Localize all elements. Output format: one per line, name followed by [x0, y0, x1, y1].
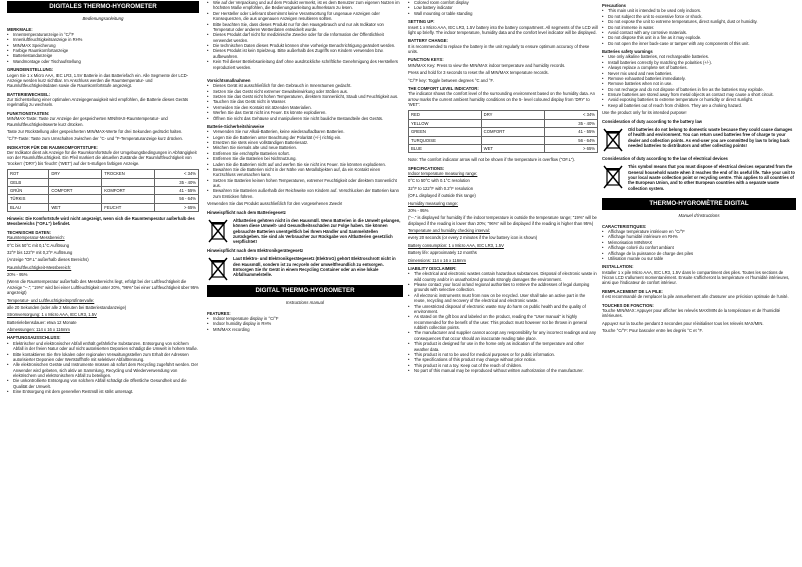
en-ce-text: This symbol means that you must dispose of electrical devices separated from the General household waste when it reaches the end of its useful life. Take your unit to your local waste collection point or recycling centre. This applies to all countries of the European Union, and to other European countries with a separate waste collection system.: [628, 164, 795, 191]
list-item: • Affichage coloré du confort ambiant: [602, 245, 796, 250]
table-cell: RED: [409, 111, 482, 119]
table-cell: < 34%: [545, 111, 598, 119]
table-row: [409, 136, 598, 144]
table-cell: GELB: [8, 178, 49, 186]
table-row: [8, 195, 199, 203]
de-haft-list: [7, 341, 199, 395]
table-cell: [49, 178, 102, 186]
table-cell: WET: [49, 203, 102, 211]
de-grund-heading: GRUNDEINSTELLUNG:: [7, 67, 54, 73]
list-item: • Mischen Sie niemals alte und neue Batterien.: [207, 145, 403, 150]
en-spec-3: (OF.L displayed if outside this range): [408, 193, 476, 199]
list-item: • Setzen Sie das Gerät nicht extremer Gewalteinwirkung oder Stößen aus.: [207, 89, 403, 94]
en-spec-4: Humidity measuring range:: [408, 200, 459, 206]
en-feat-list-b: [408, 0, 598, 16]
list-item: • The unrestricted disposal of electronic waste may do harm on public health and the quality of environment.: [408, 304, 598, 315]
de-batt-text: Zur Sicherstellung einer optimalen Anzeigegenauigkeit wird empfohlen, die Batterie dieses Geräts regelmäßig zu wechseln.: [7, 97, 189, 108]
list-item: • This product is not a toy. Keep out of the reach of children.: [408, 363, 598, 368]
de-bs-end: Verwenden Sie das Produkt ausschließlich für den vorgesehenen Zweck!: [207, 201, 343, 207]
en-setup-heading: SETTING UP:: [408, 19, 435, 25]
de-batt-heading: BATTERIEWECHSEL:: [7, 91, 50, 97]
table-cell: FEUCHT: [102, 203, 155, 211]
list-item: • Laden Sie die Batterien nicht auf und werfen Sie sie nicht ins Feuer. Sie könnten explodieren.: [207, 162, 403, 167]
list-item: • Der Hersteller oder Lieferant übernimmt keine Verantwortung für ungenaue Anzeigen oder Konsequenzen, die aus ungenauen Anzeigen resultieren sollten.: [207, 11, 403, 22]
list-item: • Do not expose the unit to extreme temperatures, direct sunlight, dust or humidity.: [602, 19, 796, 24]
en-li-list: [408, 271, 598, 373]
de-subtitle: Bedienungsanleitung: [82, 15, 124, 21]
de-ind-text: Der Indikator dient als Anzeige für die Raumkomfortstufe der Umgebungsbedingungen in Abhängigkeit von der Raumluftfeuchtigkeit. Ein Pfeil markiert die aktuellen Zustände der Raumluftfeuchtigkeit von 'trocken' ('DRY') bis 'feucht' ('WET') auf der 5-stufigen farbigen Anzeige.: [7, 150, 197, 166]
de-grund-text: Legen Sie 1 x Micro AAA, IEC LR3, 1.5V Batterie in das Batteriefach ein. Alle Segmente der LCD-Anzeige werden kurz sichtbar. Im Anschluss werden die Raumtemperatur- und Raumluftfeuchtigkeitsdaten sowie die Raumkomfortstufe angezeigt.: [7, 72, 189, 89]
list-item: • Bitte beachten Sie, dass dieses Produkt nur für den Hausgebrauch und nur als Indikator von Temperatur oder anderen Wetterdaten entwickelt wurde.: [207, 22, 403, 33]
en-fk-2: Press and hold for 3 seconds to reset the all MIN/MAX temperature records.: [408, 70, 549, 76]
table-cell: [102, 178, 155, 186]
en-bc-text: It is recommended to replace the battery in the unit regularly to ensure optimum accuracy of these units.: [408, 43, 590, 54]
de-bs-heading: Batterie-Sicherheitshinweise: [207, 123, 265, 129]
de-haft2-list: [207, 0, 403, 70]
table-cell: TÜRKIS: [8, 195, 49, 203]
en-spec-1: 0°C to 50°C with 0.1°C resolution: [408, 178, 470, 184]
de-tech-9: Stromversorgung: 1 x Micro AAA, IEC LR3, 1.5V: [7, 312, 97, 318]
list-item: • Affichage humidité intérieure en RH%: [602, 234, 796, 239]
list-item: • Die technischen Daten dieses Produkt können ohne vorherige Benachrichtigung geändert werden.: [207, 43, 403, 48]
table-cell: [481, 136, 544, 144]
list-item: • All electronic instruments must from now on be recycled. User shall take an active part in the reuse, recycling and recovery of the electrical and electronic waste.: [408, 293, 598, 304]
de-tech-heading: TECHNISCHE DATEN:: [7, 229, 51, 235]
list-item: • Use only alkaline batteries, not rechargeable batteries.: [602, 54, 796, 59]
de-ind-heading: INDIKATOR FÜR DIE RAUMKOMFORTSTUFE:: [7, 144, 98, 150]
table-cell: 41 - 55%: [545, 128, 598, 136]
list-item: • The specifications of this product may change without prior notice.: [408, 357, 598, 362]
list-item: • Kein Teil dieser Betriebsanleitung darf ohne ausdrückliche schriftliche Genehmigung des Herstellers reproduziert werden.: [207, 59, 403, 70]
fr-rp-heading: REMPLACEMENT DE LA PILE:: [602, 288, 663, 294]
list-item: • No part of this manual may be reproduced without written authorization of the manufacturer.: [408, 368, 598, 373]
table-cell: GREEN: [409, 128, 482, 136]
list-item: • Wall mounting or table standing: [408, 11, 598, 16]
list-item: • Utilisation murale ou sur table: [602, 256, 796, 261]
table-cell: TURQUOISE: [409, 136, 482, 144]
table-row: [409, 144, 598, 152]
crossed-bin-icon: [207, 256, 229, 282]
en-note: Note: The comfort indicator arrow will not be shown if the temperature is overflow ("OF.L").: [408, 157, 575, 163]
list-item: • Do not immerse in water.: [602, 25, 796, 30]
list-item: • As stated on the gift box and labeled on the product, reading the "User manual" is highly recommended for the benefit of the user. This product must however not be thrown in general rubbish collection points.: [408, 314, 598, 330]
en-bw-list: [602, 54, 796, 108]
list-item: • Remove batteries when not in use.: [602, 81, 796, 86]
list-item: • Farbige Raumkomfortanzeige: [7, 48, 199, 53]
de-he-heading: Hinweispflicht nach dem Elektronikgerätegesetz: [207, 247, 304, 253]
fr-tf-3: Touche °C/°F: Pour basculer entre les degrés °C et °F.: [602, 328, 703, 334]
en-ci-heading: THE COMFORT LEVEL INDICATOR:: [408, 85, 479, 91]
de-tech-11: Abmessungen: 114 x 16 x 116mm: [7, 327, 70, 333]
list-item: • Öffnen Sie nicht das Gehäuse und manipulieren Sie nicht bauliche Bestandteile des Geräts.: [207, 116, 403, 121]
en-bw-heading: Batteries safety warnings: [602, 49, 653, 54]
table-cell: 56 - 64%: [545, 136, 598, 144]
table-cell: BLAU: [8, 203, 49, 211]
de-tech-4: Raumluftfeuchtigkeit-Messbereich:: [7, 264, 72, 270]
list-item: • This product is designed for use in the home only as indication of the temperature and other weather data.: [408, 341, 598, 352]
list-item: • Ensure batteries are stored away from metal objects as contact may cause a short circuit.: [602, 92, 796, 97]
crossed-bin-icon: [602, 164, 624, 190]
table-cell: ROT: [8, 170, 49, 178]
en-cb-text: Old batteries do not belong to domestic waste because they could cause damages of health and environment. You can return used batteries free of charge to your dealer and collection points. As end-user you are committed by law to bring back needed batteries to distributors and other collecting points!: [628, 126, 793, 148]
table-cell: [49, 195, 102, 203]
list-item: • Colored room comfort display: [408, 0, 598, 5]
list-item: • Dieses Produkt darf nicht für medizinische Zwecke oder für die Information der Öffentlichkeit verwendet werden.: [207, 32, 403, 43]
list-item: • Low battery indicator: [408, 5, 598, 10]
fr-tf-2: Appuyez sur la touche pendant 3 secondes pour réinitialiser tous les relevés MAX/MIN.: [602, 320, 764, 326]
table-cell: GRÜN: [8, 186, 49, 194]
list-item: • Do not dispose this unit in a fire as it may explode.: [602, 35, 796, 40]
de-tech-5: 20% - 95%: [7, 272, 28, 278]
list-item: • This main unit is intended to be used only indoors.: [602, 8, 796, 13]
de-merkmale-list: [7, 32, 199, 64]
table-cell: 56 - 64%: [154, 195, 198, 203]
de-tech-0: Raumtemperatur-Messbereich:: [7, 235, 65, 241]
table-cell: > 65%: [154, 203, 198, 211]
de-tech-1: 0°C bis 50°C mit 0,1°C Auflösung: [7, 242, 70, 248]
en-prec-heading: Precautions: [602, 3, 626, 8]
fr-inst-text: Installer 1 x pile Micro AAA, IEC LR3, 1.5V dans le compartiment des piles. Toutes les sections de l'écran LCD s'allument momentanément. Ensuite s'afficheront la température et l'humidité intérieures, ainsi que l'indicateur de confort intérieur.: [602, 269, 790, 286]
en-subtitle: Instructions manual: [285, 300, 325, 306]
table-cell: BLUE: [409, 144, 482, 152]
de-merkmale-heading: MERKMALE:: [7, 26, 33, 32]
table-row: [409, 111, 598, 119]
list-item: • Remove exhausted batteries immediately.: [602, 76, 796, 81]
table-row: [409, 119, 598, 127]
table-cell: KOMFORT: [102, 186, 155, 194]
de-tech-2: 32°F bis 122°F mit 0,2°F Auflösung: [7, 249, 73, 255]
de-tech-10: Batterielebensdauer: etwa 12 Monate: [7, 319, 77, 325]
table-cell: 35 - 40%: [154, 178, 198, 186]
list-item: • Batteriestandanzeige: [7, 53, 199, 58]
en-spec-2: 32°F to 122°F with 0.2°F resolution: [408, 185, 474, 191]
list-item: • Avoid exposing batteries to extreme temperature or humidity or direct sunlight.: [602, 97, 796, 102]
fr-inst-heading: INSTALLATION:: [602, 264, 634, 270]
list-item: • Dieses Produkt ist kein Spielzeug. Bitte außerhalb des Zugriffs von Kindern verwenden bzw. aufbewahren.: [207, 48, 403, 59]
de-he-text: Laut Elektro- und Elektronikgerätegesetz (ElektroG) gehört Elektroschrott nicht in den Hausmüll, sondern ist zu recyceln oder umweltfreundlich zu entsorgen. Entsorgen Sie Ihr Gerät in einem Recycling Container oder an eine lokale Abfallsammelstelle.: [233, 256, 396, 278]
table-cell: WET: [481, 144, 544, 152]
en-spec-7: Temperature and humidity checking interval:: [408, 228, 490, 233]
list-item: • Indoor humidity display in RH%: [207, 321, 403, 326]
list-item: • Tauchen Sie das Gerät nicht in Wasser.: [207, 99, 403, 104]
column-english-1: [408, 0, 598, 567]
table-cell: > 65%: [545, 144, 598, 152]
de-funk-heading: FUNKTIONSTASTEN:: [7, 110, 50, 116]
list-item: • Bewahren Sie die Batterien nicht in der Nähe von Metallobjekten auf, da ein Kontakt einen Kurzschluss verursachen kann.: [207, 167, 403, 178]
table-cell: DRY: [481, 111, 544, 119]
list-item: • The electrical and electronic wastes contain hazardous substances. Disposal of electronic waste in wild country and/or in unauthorized grounds strongly damages the environment.: [408, 271, 598, 282]
list-item: • Bitte kontaktieren Sie Ihre lokalen oder regionalen Verwaltungsstellen zum Erhalt der Adressen autorisierter Deponien oder Wertstoffhöfe mit selektiver Abfalltrennung.: [7, 352, 199, 363]
list-item: • Do not subject the unit to excessive force or shock.: [602, 14, 796, 19]
table-cell: 35 - 40%: [545, 119, 598, 127]
table-row: [409, 128, 598, 136]
list-item: • Dieses Gerät ist ausschließlich für den Gebrauch in Innenräumen gedacht.: [207, 83, 403, 88]
en-li-heading: LIABILITY DISCLAIMER:: [408, 265, 457, 271]
en-fk-3: °C/°F key: Toggle between degrees °C and °F.: [408, 77, 494, 83]
de-tech-8: alle 20 Sekunden (oder alle 2 Minuten bei Batteriestandanzeige): [7, 304, 127, 310]
en-fk-heading: FUNCTION KEYS:: [408, 57, 444, 63]
list-item: • Avoid contact with any corrosive materials.: [602, 30, 796, 35]
de-bs-list: [207, 129, 403, 199]
list-item: • Alle elektronischen Geräte und Instrumente müssen ab sofort dem Recycling zugeführt werden. Der Anwender wird gebeten, sich aktiv an Sammlung, Recycling und Wiederverwendung von elektrischem und elektronischem Abfall zu beteiligen.: [7, 362, 199, 378]
list-item: • Die unkontrollierte Entsorgung von solchem Abfall schädigt die öffentliche Gesundheit und die Qualität der Umwelt.: [7, 378, 199, 389]
table-row: [8, 186, 199, 194]
fr-tf-1: Touche MIN/MAX: Appuyer pour afficher les relevés MAX/MIN de la température et de l'humidité intérieures.: [602, 307, 781, 319]
table-cell: YELLOW: [409, 119, 482, 127]
de-vors-heading: Vorsichtsmaßnahmen: [207, 77, 251, 83]
table-cell: [102, 195, 155, 203]
de-funk-1: MIN/MAX-Taste: Taste zur Anzeige der gespeicherten MIN/MAX-Raumtemperatur- und Raumluftfeuchtigkeitswerte kurz drücken.: [7, 116, 168, 127]
list-item: • Setzen Sie Batterien keinen hohen Temperaturen, extremer Feuchtigkeit oder direktem Sonnenlicht aus.: [207, 178, 403, 189]
list-item: • The manufacturer and supplier cannot accept any responsibility for any incorrect readings and any consequences that occur should an inaccurate reading take place.: [408, 330, 598, 341]
en-bc-heading: BATTERY CHANGE:: [408, 38, 448, 44]
list-item: • Please contact your local or/and regional authorities to retrieve the addresses of legal dumping grounds with selective collection.: [408, 282, 598, 293]
en-feat-heading: FEATURES:: [207, 310, 231, 316]
list-item: • MIN/MAX Speicherung: [7, 43, 199, 48]
en-prec-list: [602, 8, 796, 46]
list-item: • Wandmontage oder Tischaufstellung: [7, 59, 199, 64]
list-item: • Install batteries correctly by matching the polarities (+/-).: [602, 60, 796, 65]
de-vors-list: [207, 83, 403, 121]
list-item: • Ersetzen Sie stets einen vollständigen Batteriesatz.: [207, 140, 403, 145]
list-item: • Legen Sie die Batterien unter Beachtung der Polarität (+/-) richtig ein.: [207, 135, 403, 140]
en-electronic-notice: [602, 164, 796, 191]
en-title: DIGITAL THERMO-HYGROMETER: [207, 285, 403, 297]
fr-rp-text: Il est recommandé de remplacer la pile annuellement afin d'assurer une précision optimale de l'unité.: [602, 294, 789, 300]
en-spec-heading: SPECIFICATIONS:: [408, 165, 445, 171]
list-item: • Wie auf der Verpackung und auf dem Produkt vermerkt, ist es dem Benutzer zum eigenen Nutzen im höchsten Maße empfohlen, die Bedienungsanleitung aufmerksam zu lesen.: [207, 0, 403, 11]
de-haft-heading: HAFTUNGSAUSSCHLUSS:: [7, 335, 61, 341]
de-battery-notice: [207, 218, 403, 245]
en-setup-text: Insert 1 x Micro AAA, IEC LR3, 1.5V battery into the battery compartment. All segments of the LCD will light up briefly. The indoor temperature, humidity data and the comfort level indicator will be displayed.: [408, 24, 598, 35]
en-spec-11: Dimensions: 114 x 16 x 116mm: [408, 257, 467, 263]
list-item: • Eine Entsorgung mit dem generellen Restmüll ist strikt untersagt.: [7, 389, 199, 394]
en-ce-heading: Consideration of duty according to the law of electrical devices: [602, 155, 728, 161]
de-tech-3: (Anzeige "OF.L" außerhalb dieses Bereichs): [7, 257, 89, 263]
table-row: [8, 203, 199, 211]
de-tech-6: (Wenn die Raumtemperatur außerhalb des Messbereichs liegt, erfolgt bei der Luftfeuchtigkeit die Anzeige "--."; "19%" wird bei einer Luftfeuchtigkeit unter 20%, "96%" bei einer Luftfeuchtigkeit über 95% angezeigt): [7, 279, 199, 296]
de-hb-text: Altbatterien gehören nicht in den Hausmüll. Wenn Batterien in die Umwelt gelangen, können diese Umwelt- und Gesundheitsschäden zur Folge haben. Sie können gebrauchte Batterien unentgeltlich bei Ihrem Händler und Sammelstellen zurückgeben. Sie sind als Verbraucher zur Rückgabe von Altbatterien gesetzlich verpflichtet!: [233, 217, 401, 245]
list-item: • Indoor temperature display in °C/°F: [207, 316, 403, 321]
list-item: • Setzen Sie das Gerät nicht hohen Temperaturen, direktem Sonnenlicht, Staub und Feuchtigkeit aus.: [207, 94, 403, 99]
list-item: • Entfernen Sie erschöpfte Batterien sofort.: [207, 151, 403, 156]
table-row: [8, 170, 199, 178]
fr-car-list: [602, 229, 796, 261]
table-cell: COMFORT: [49, 186, 102, 194]
en-spec-8: every 20 seconds (or every 2 minutes if the low battery icon is shown): [408, 235, 538, 241]
de-funk-3: °C/°F-Taste: Taste zum Umschalten zwischen der °C- und °F-Temperaturanzeige kurz drücken.: [7, 136, 184, 142]
list-item: • Do not open the inner back-case or tamper with any components of this unit.: [602, 41, 796, 46]
column-german-1: [7, 0, 199, 567]
de-hb-heading: Hinweispflicht nach dem Batteriegesetz: [207, 209, 286, 215]
en-bw-end: Use the product only for its intended purpose!: [602, 110, 687, 116]
list-item: • Vermeiden Sie den Kontakt mit ätzenden Materialien.: [207, 105, 403, 110]
list-item: • Always replace a complete set of batteries.: [602, 65, 796, 70]
crossed-bin-icon: [207, 218, 229, 244]
en-comfort-table: [408, 110, 598, 153]
list-item: • Innentemperaturanzeige in °C/°F: [7, 32, 199, 37]
en-spec-10: Battery life: approximately 12 months: [408, 250, 477, 256]
list-item: • Do not recharge and do not dispose of batteries in fire as the batteries may explode.: [602, 87, 796, 92]
list-item: • Affichage température intérieure en °C/°F: [602, 229, 796, 234]
fr-title: THERMO-HYGROMÈTRE DIGITAL: [602, 198, 796, 210]
list-item: • Elektrischer und elektronischer Abfall enthält gefährliche Substanzen. Entsorgung von solchem Abfall in der freien Natur oder auf nicht autorisierten Deponien schädigt die Umwelt in hohem Maße.: [7, 341, 199, 352]
list-item: • Bewahren Sie Batterien außerhalb der Reichweite von Kindern auf. Verschlucken der Batterien kann zum Ersticken führen.: [207, 188, 403, 199]
column-english-french: [602, 0, 796, 567]
list-item: • Never mix used and new batteries.: [602, 71, 796, 76]
en-cb-heading: Consideration of duty according to the battery law: [602, 118, 703, 124]
en-feat-list-a: [207, 316, 403, 332]
table-cell: COMFORT: [481, 128, 544, 136]
de-comfort-table: [7, 169, 199, 212]
list-item: • Innenluftfeuchtigkeitsanzeige in RH%: [7, 37, 199, 42]
table-cell: TROCKEN: [102, 170, 155, 178]
table-cell: DRY: [49, 170, 102, 178]
en-fk-1: MIN/MAX Key: Press to view the MIN/MAX indoor temperature and humidity records.: [408, 62, 566, 68]
en-battery-notice: [602, 127, 796, 153]
crossed-bin-icon: [602, 127, 624, 153]
table-cell: < 34%: [154, 170, 198, 178]
table-cell: [481, 119, 544, 127]
list-item: • Affichage de la puissance de charge des piles: [602, 251, 796, 256]
list-item: • Verwenden Sie nur Alkali-Batterien, keine wiederaufladbaren Batterien.: [207, 129, 403, 134]
list-item: • Mémorisation MIN/MAX: [602, 240, 796, 245]
column-german-2: [207, 0, 403, 567]
de-funk-2: Taste zur Rückstellung aller gespeicherten MIN/MAX-Werte für drei Sekunden gedrückt halten.: [7, 128, 183, 134]
en-spec-5: 20% - 95%: [408, 207, 429, 213]
fr-car-heading: CARACTERISTIQUES:: [602, 223, 647, 229]
en-spec-0: Indoor temperature measuring range:: [408, 171, 478, 176]
en-ci-text: The indicator shows the comfort level of the surrounding environment based on the humidity data. An arrow marks the current ambient humidity conditions on the 5- level coloured display from 'DRY' to 'WET':: [408, 91, 595, 107]
en-spec-6: ("--." is displayed for humidity if the indoor temperature is outside the temperature range; "19%" will be displayed if the reading is lower than 20%; "96%" will be displayed if the reading is higher than 95%): [408, 215, 597, 226]
list-item: • MIN/MAX recording: [207, 327, 403, 332]
de-title: DIGITALES THERMO-HYGROMETER: [7, 1, 199, 13]
fr-tf-heading: TOUCHES DE FONCTION:: [602, 302, 654, 308]
de-tech-7: Temperatur- und Luftfeuchtigkeitsprüfintervalle:: [7, 297, 95, 303]
table-row: [8, 178, 199, 186]
fr-subtitle: Manuel d'instructions: [678, 213, 720, 219]
list-item: • This product is not to be used for medical purposes or for public information.: [408, 352, 598, 357]
table-cell: 41 - 55%: [154, 186, 198, 194]
list-item: • Werfen Sie das Gerät nicht ins Feuer. Es könnte explodieren.: [207, 110, 403, 115]
list-item: • Keep all batteries out of reach from children. They are a choking hazard.: [602, 103, 796, 108]
en-spec-9: Battery consumption: 1 x Micro AAA, IEC LR3, 1.5V: [408, 242, 504, 248]
de-electronic-notice: [207, 256, 403, 282]
de-hinweis: Hinweis: Die Komfortstufe wird nicht angezeigt, wenn sich die Raumtemperatur außerhalb des Messbereichs ("OF.L") befindet.: [7, 216, 195, 227]
list-item: • Entfernen Sie die Batterien bei Nichtnutzung.: [207, 156, 403, 161]
